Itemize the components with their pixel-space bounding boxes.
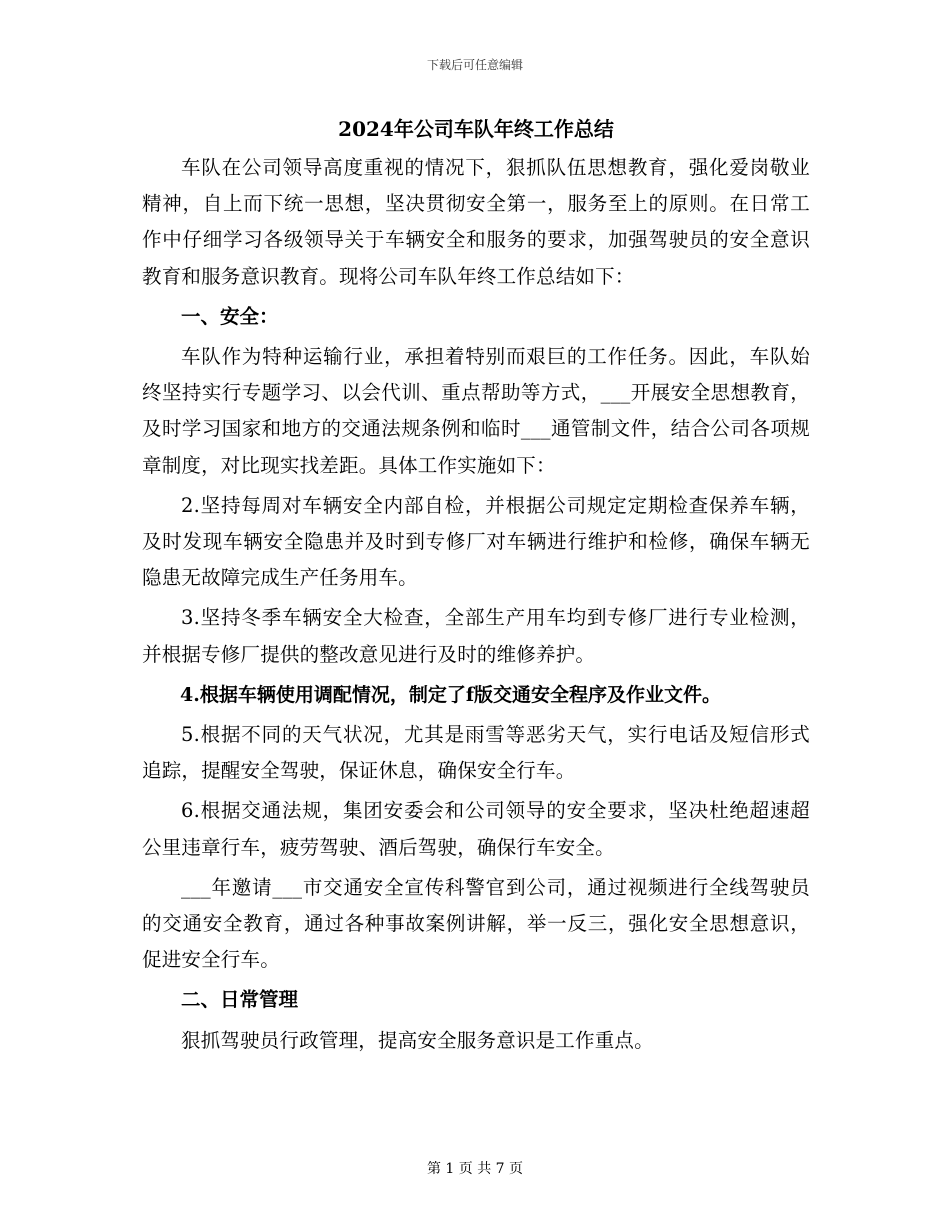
document-title: 2024年公司车队年终工作总结 (338, 117, 614, 141)
section-heading-safety: 一、安全： (181, 304, 279, 328)
item-2-paragraph: 2.坚持每周对车辆安全内部自检，并根据公司规定定期检查保养车辆，及时发现车辆安全隐患并及时到专修厂对车辆进行维护和检修，确保车辆无隐患无故障完成生产任务用车。 (142, 493, 810, 590)
safety-intro-paragraph: 车队作为特种运输行业，承担着特别而艰巨的工作任务。因此，车队始终坚持实行专题学习、以会代训、重点帮助等方式，___开展安全思想教育，及时学习国家和地方的交通法规条例和临时___通管制文件，结合公司各项规章制度，对比现实找差距。具体工作实施如下： (142, 345, 810, 477)
item-7-paragraph: ___年邀请___市交通安全宣传科警官到公司，通过视频进行全线驾驶员的交通安全教育，通过各种事故案例讲解，举一反三，强化安全思想意识，促进安全行车。 (142, 875, 810, 972)
item-3-paragraph: 3.坚持冬季车辆安全大检查，全部生产用车均到专修厂进行专业检测，并根据专修厂提供的整改意见进行及时的维修养护。 (142, 606, 810, 666)
header-note: 下载后可任意编辑 (426, 58, 523, 72)
section-heading-daily-management: 二、日常管理 (181, 988, 299, 1012)
item-4-paragraph: 4.根据车辆使用调配情况，制定了f版交通安全程序及作业文件。 (180, 683, 722, 706)
item-6-paragraph: 6.根据交通法规，集团安委会和公司领导的安全要求，坚决杜绝超速超公里违章行车，疲劳驾驶、酒后驾驶，确保行车安全。 (142, 799, 810, 859)
daily-intro-paragraph: 狠抓驾驶员行政管理，提高安全服务意识是工作重点。 (181, 1028, 654, 1052)
document-body (142, 112, 810, 1063)
item-5-paragraph: 5.根据不同的天气状况，尤其是雨雪等恶劣天气，实行电话及短信形式追踪，提醒安全驾驶，保证休息，确保安全行车。 (142, 723, 810, 783)
page-number: 第 1 页 共 7 页 (426, 1161, 524, 1177)
intro-paragraph: 车队在公司领导高度重视的情况下，狠抓队伍思想教育，强化爱岗敬业精神，自上而下统一思想，坚决贯彻安全第一，服务至上的原则。在日常工作中仔细学习各级领导关于车辆安全和服务的要求，加强驾驶员的安全意识教育和服务意识教育。现将公司车队年终工作总结如下： (142, 156, 810, 288)
